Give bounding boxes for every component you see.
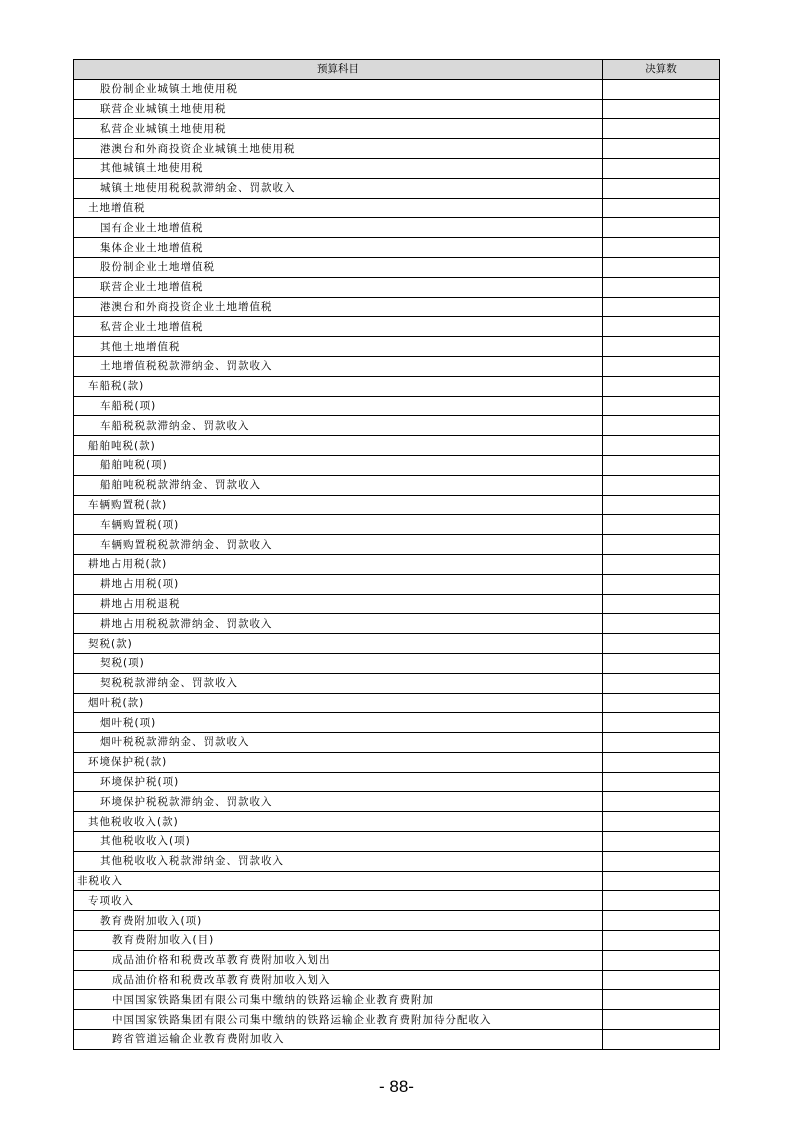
- table-row: [74, 832, 720, 852]
- row-amount: [603, 515, 720, 535]
- row-subject: 烟叶税(款): [74, 693, 603, 713]
- row-amount: [603, 614, 720, 634]
- table-row: [74, 297, 720, 317]
- row-amount: [603, 238, 720, 258]
- row-subject: 契税(项): [74, 653, 603, 673]
- row-subject: 耕地占用税退税: [74, 594, 603, 614]
- header-final-amount: 决算数: [603, 60, 720, 80]
- row-subject: 车辆购置税税款滞纳金、罚款收入: [74, 535, 603, 555]
- table-row: [74, 792, 720, 812]
- table-row: [74, 990, 720, 1010]
- row-subject: 土地增值税税款滞纳金、罚款收入: [74, 356, 603, 376]
- table-row: [74, 356, 720, 376]
- row-amount: [603, 752, 720, 772]
- row-amount: [603, 416, 720, 436]
- table-row: [74, 396, 720, 416]
- table-row: [74, 970, 720, 990]
- row-amount: [603, 891, 720, 911]
- row-amount: [603, 911, 720, 931]
- row-subject: 私营企业城镇土地使用税: [74, 119, 603, 139]
- table-row: [74, 634, 720, 654]
- row-amount: [603, 1030, 720, 1050]
- row-amount: [603, 673, 720, 693]
- table-row: [74, 257, 720, 277]
- row-amount: [603, 812, 720, 832]
- row-subject: 教育费附加收入(目): [74, 931, 603, 951]
- row-subject: 环境保护税(项): [74, 772, 603, 792]
- row-amount: [603, 713, 720, 733]
- row-subject: 集体企业土地增值税: [74, 238, 603, 258]
- table-row: [74, 277, 720, 297]
- row-amount: [603, 851, 720, 871]
- row-subject: 私营企业土地增值税: [74, 317, 603, 337]
- row-amount: [603, 317, 720, 337]
- table-row: [74, 79, 720, 99]
- row-subject: 环境保护税(款): [74, 752, 603, 772]
- row-subject: 其他土地增值税: [74, 337, 603, 357]
- table-row: [74, 376, 720, 396]
- row-amount: [603, 99, 720, 119]
- table-row: [74, 436, 720, 456]
- row-subject: 成品油价格和税费改革教育费附加收入划入: [74, 970, 603, 990]
- row-amount: [603, 396, 720, 416]
- row-amount: [603, 297, 720, 317]
- row-subject: 车船税(项): [74, 396, 603, 416]
- table-row: [74, 455, 720, 475]
- table-row: [74, 911, 720, 931]
- table-row: [74, 614, 720, 634]
- row-amount: [603, 990, 720, 1010]
- row-subject: 联营企业城镇土地使用税: [74, 99, 603, 119]
- row-amount: [603, 931, 720, 951]
- row-amount: [603, 871, 720, 891]
- row-subject: 烟叶税(项): [74, 713, 603, 733]
- row-subject: 港澳台和外商投资企业城镇土地使用税: [74, 139, 603, 159]
- table-row: [74, 812, 720, 832]
- row-subject: 船舶吨税(款): [74, 436, 603, 456]
- table-row: [74, 515, 720, 535]
- table-header-row: [74, 60, 720, 80]
- row-subject: 成品油价格和税费改革教育费附加收入划出: [74, 950, 603, 970]
- row-subject: 耕地占用税(项): [74, 574, 603, 594]
- row-subject: 契税(款): [74, 634, 603, 654]
- row-subject: 中国国家铁路集团有限公司集中缴纳的铁路运输企业教育费附加: [74, 990, 603, 1010]
- row-amount: [603, 1010, 720, 1030]
- row-amount: [603, 475, 720, 495]
- row-amount: [603, 594, 720, 614]
- row-amount: [603, 455, 720, 475]
- header-budget-subject: 预算科目: [74, 60, 603, 80]
- row-subject: 耕地占用税(款): [74, 554, 603, 574]
- row-subject: 其他税收收入(项): [74, 832, 603, 852]
- table-row: [74, 891, 720, 911]
- row-subject: 车辆购置税(款): [74, 495, 603, 515]
- table-row: [74, 535, 720, 555]
- table-row: [74, 733, 720, 753]
- table-row: [74, 1010, 720, 1030]
- table-row: [74, 198, 720, 218]
- table-row: [74, 851, 720, 871]
- row-subject: 契税税款滞纳金、罚款收入: [74, 673, 603, 693]
- row-subject: 中国国家铁路集团有限公司集中缴纳的铁路运输企业教育费附加待分配收入: [74, 1010, 603, 1030]
- table-row: [74, 1030, 720, 1050]
- row-amount: [603, 772, 720, 792]
- table-row: [74, 772, 720, 792]
- table-row: [74, 653, 720, 673]
- row-subject: 烟叶税税款滞纳金、罚款收入: [74, 733, 603, 753]
- row-amount: [603, 356, 720, 376]
- table-row: [74, 673, 720, 693]
- table-row: [74, 495, 720, 515]
- row-subject: 跨省管道运输企业教育费附加收入: [74, 1030, 603, 1050]
- table-row: [74, 475, 720, 495]
- row-amount: [603, 198, 720, 218]
- table-row: [74, 594, 720, 614]
- row-subject: 船舶吨税(项): [74, 455, 603, 475]
- row-amount: [603, 376, 720, 396]
- row-subject: 其他税收收入税款滞纳金、罚款收入: [74, 851, 603, 871]
- row-subject: 教育费附加收入(项): [74, 911, 603, 931]
- table-row: [74, 317, 720, 337]
- table-row: [74, 554, 720, 574]
- row-amount: [603, 277, 720, 297]
- table-row: [74, 139, 720, 159]
- table-row: [74, 99, 720, 119]
- row-subject: 环境保护税税款滞纳金、罚款收入: [74, 792, 603, 812]
- row-amount: [603, 950, 720, 970]
- row-amount: [603, 535, 720, 555]
- table-row: [74, 238, 720, 258]
- row-subject: 非税收入: [74, 871, 603, 891]
- row-amount: [603, 733, 720, 753]
- row-amount: [603, 693, 720, 713]
- row-amount: [603, 495, 720, 515]
- table-row: [74, 574, 720, 594]
- table-row: [74, 713, 720, 733]
- row-subject: 城镇土地使用税税款滞纳金、罚款收入: [74, 178, 603, 198]
- row-amount: [603, 634, 720, 654]
- row-subject: 车船税(款): [74, 376, 603, 396]
- row-amount: [603, 119, 720, 139]
- row-amount: [603, 436, 720, 456]
- row-subject: 其他城镇土地使用税: [74, 158, 603, 178]
- row-amount: [603, 218, 720, 238]
- table-row: [74, 416, 720, 436]
- row-amount: [603, 139, 720, 159]
- row-subject: 专项收入: [74, 891, 603, 911]
- table-row: [74, 950, 720, 970]
- table-row: [74, 218, 720, 238]
- row-subject: 其他税收收入(款): [74, 812, 603, 832]
- row-amount: [603, 79, 720, 99]
- row-amount: [603, 554, 720, 574]
- page-number: - 88-: [379, 1077, 414, 1096]
- row-subject: 联营企业土地增值税: [74, 277, 603, 297]
- row-amount: [603, 257, 720, 277]
- row-subject: 港澳台和外商投资企业土地增值税: [74, 297, 603, 317]
- row-amount: [603, 653, 720, 673]
- row-subject: 国有企业土地增值税: [74, 218, 603, 238]
- row-amount: [603, 337, 720, 357]
- row-subject: 股份制企业城镇土地使用税: [74, 79, 603, 99]
- row-subject: 车辆购置税(项): [74, 515, 603, 535]
- row-subject: 车船税税款滞纳金、罚款收入: [74, 416, 603, 436]
- row-subject: 耕地占用税税款滞纳金、罚款收入: [74, 614, 603, 634]
- table-row: [74, 931, 720, 951]
- row-amount: [603, 574, 720, 594]
- table-row: [74, 119, 720, 139]
- table-row: [74, 693, 720, 713]
- table-row: [74, 752, 720, 772]
- row-amount: [603, 832, 720, 852]
- table-row: [74, 178, 720, 198]
- table-row: [74, 871, 720, 891]
- row-amount: [603, 158, 720, 178]
- table-row: [74, 158, 720, 178]
- row-amount: [603, 792, 720, 812]
- table-row: [74, 337, 720, 357]
- row-subject: 股份制企业土地增值税: [74, 257, 603, 277]
- budget-table: [73, 59, 720, 1050]
- row-subject: 土地增值税: [74, 198, 603, 218]
- row-subject: 船舶吨税税款滞纳金、罚款收入: [74, 475, 603, 495]
- row-amount: [603, 178, 720, 198]
- row-amount: [603, 970, 720, 990]
